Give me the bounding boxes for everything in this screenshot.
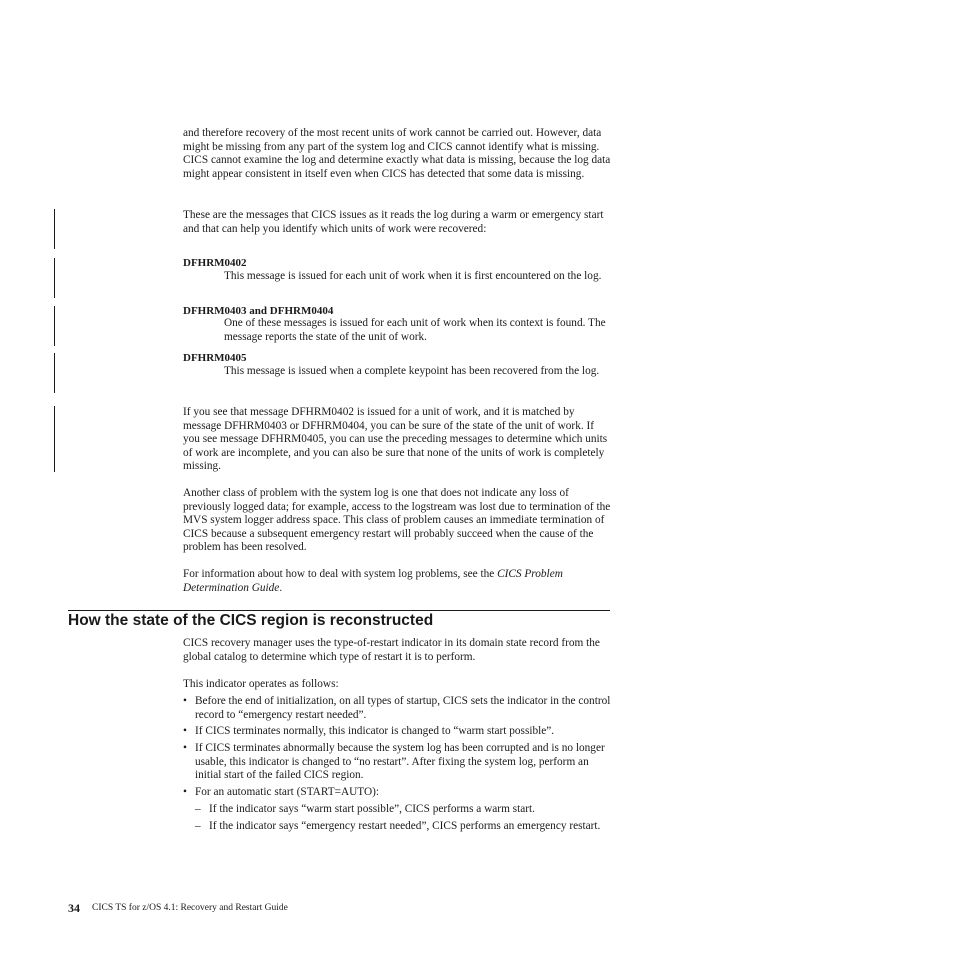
bullet-marker: • bbox=[183, 725, 187, 737]
bullet-marker: • bbox=[183, 695, 187, 707]
operates-paragraph: This indicator operates as follows: bbox=[183, 678, 339, 690]
problem-class-paragraph: Another class of problem with the system log is one that does not indicate any loss of previously logged data; for example, access to the logstream was lost due to termination of the MVS system logger address space. This class of problem causes an immediate termination of CICS because a subsequent emergency restart will probably succeed when the cause of the problem has been resolved. bbox=[183, 487, 611, 554]
footer-title: CICS TS for z/OS 4.1: Recovery and Restart Guide bbox=[92, 903, 288, 913]
list-item: Before the end of initialization, on all types of startup, CICS sets the indicator in the control record to “emergency restart needed”. bbox=[195, 695, 611, 721]
bullet-marker: • bbox=[183, 742, 187, 754]
list-item: If CICS terminates abnormally because the system log has been corrupted and is no longer usable, this indicator is changed to “no restart”. After fixing the system log, perform an initial start of the failed CICS region. bbox=[195, 742, 605, 782]
sub-list-item: If the indicator says “emergency restart needed”, CICS performs an emergency restart. bbox=[209, 820, 601, 832]
message-term: DFHRM0403 and DFHRM0404 bbox=[183, 305, 334, 317]
change-bar bbox=[54, 258, 55, 298]
dash-marker: – bbox=[195, 803, 201, 815]
recovery-manager-paragraph: CICS recovery manager uses the type-of-restart indicator in its domain state record from the global catalog to determine which type of restart it is to perform. bbox=[183, 637, 600, 663]
matching-paragraph: If you see that message DFHRM0402 is issued for a unit of work, and it is matched by message DFHRM0403 or DFHRM0404, you can be sure of the state of the unit of work. If you see message DFHRM0405, you can use the preceding messages to determine which units of work are incomplete, and you can also be sure that none of the units of work is completely missing. bbox=[183, 406, 608, 473]
info-suffix: . bbox=[279, 581, 283, 594]
dash-marker: – bbox=[195, 820, 201, 832]
page-number: 34 bbox=[68, 901, 80, 915]
sub-list-item: If the indicator says “warm start possible”, CICS performs a warm start. bbox=[209, 803, 535, 815]
message-description: This message is issued for each unit of work when it is first encountered on the log. bbox=[224, 270, 602, 282]
list-item: For an automatic start (START=AUTO): bbox=[195, 786, 380, 798]
message-description: This message is issued when a complete keypoint has been recovered from the log. bbox=[224, 365, 600, 377]
change-bar bbox=[54, 353, 55, 393]
messages-intro-paragraph: These are the messages that CICS issues as it reads the log during a warm or emergency start and that can help you identify which units of work were recovered: bbox=[183, 209, 604, 235]
change-bar bbox=[54, 209, 55, 249]
section-heading: How the state of the CICS region is reconstructed bbox=[68, 612, 434, 629]
info-paragraph bbox=[183, 568, 611, 595]
book-reference: CICS Problem Determination Guide bbox=[183, 568, 563, 594]
info-prefix: For information about how to deal with system log problems, see the bbox=[183, 568, 498, 580]
intro-paragraph: and therefore recovery of the most recent units of work cannot be carried out. However, data might be missing from any part of the system log and CICS cannot identify what is missing. CICS cannot examine the log and determine exactly what data is missing, because the log data might appear consistent in itself even when CICS has detected that some data is missing. bbox=[183, 127, 611, 180]
section-rule bbox=[68, 610, 610, 611]
change-bar bbox=[54, 406, 55, 472]
message-description: One of these messages is issued for each unit of work when its context is found. The message reports the state of the unit of work. bbox=[224, 317, 606, 343]
message-term: DFHRM0402 bbox=[183, 257, 247, 269]
bullet-marker: • bbox=[183, 786, 187, 798]
change-bar bbox=[54, 306, 55, 346]
list-item: If CICS terminates normally, this indicator is changed to “warm start possible”. bbox=[195, 725, 555, 737]
message-term: DFHRM0405 bbox=[183, 352, 247, 364]
